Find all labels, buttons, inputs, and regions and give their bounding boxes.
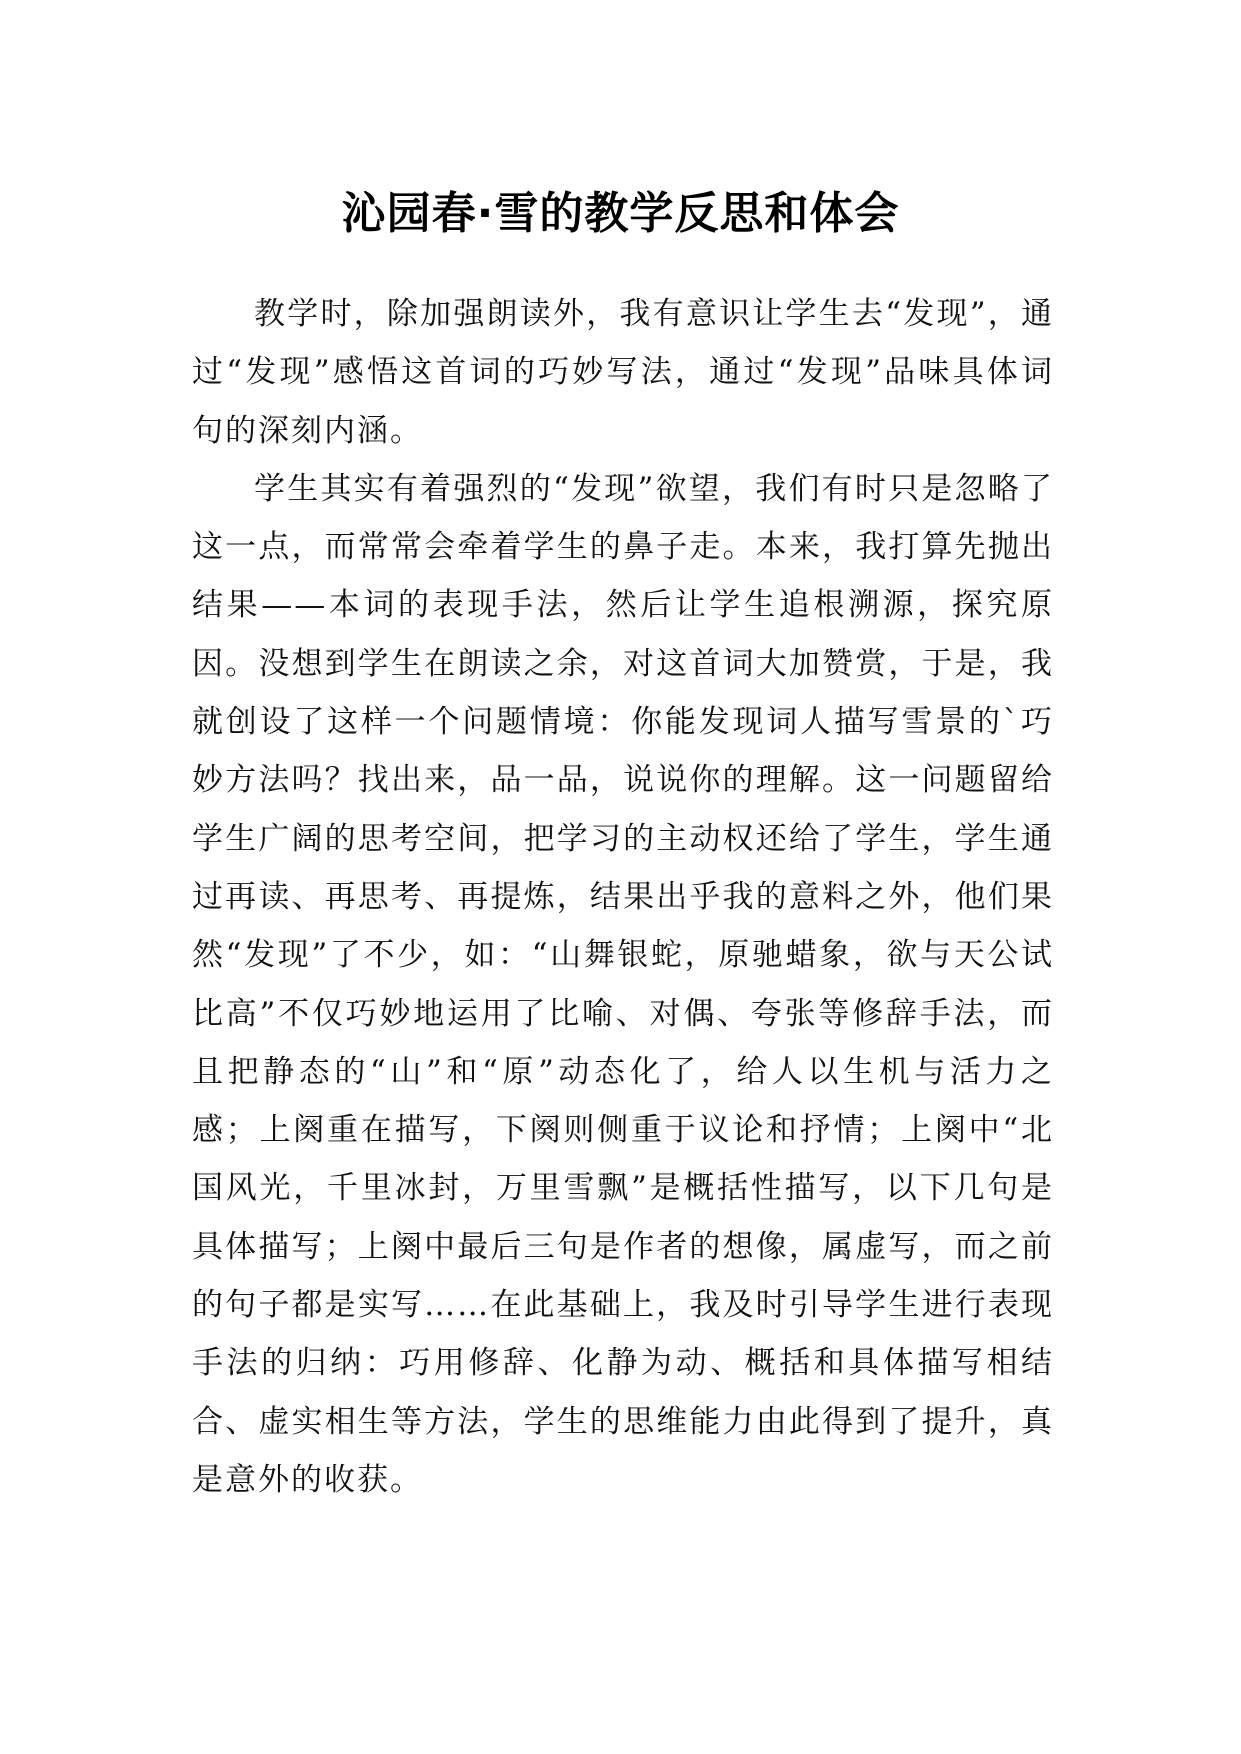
paragraph: 教学时，除加强朗读外，我有意识让学生去“发现”，通过“发现”感悟这首词的巧妙写法，通过“发现”品味具体词句的深刻内涵。 bbox=[192, 296, 1054, 449]
document-title: 沁园春·雪的教学反思和体会 bbox=[341, 188, 900, 240]
paragraph: 学生其实有着强烈的“发现”欲望，我们有时只是忽略了这一点，而常常会牵着学生的鼻子走。本来，我打算先抛出结果——本词的表现手法，然后让学生追根溯源，探究原因。没想到学生在朗读之余，对这首词大加赞赏，于是，我就创设了这样一个问题情境：你能发现词人描写雪景的`巧妙方法吗？找出来，品一品，说说你的理解。这一问题留给学生广阔的思考空间，把学习的主动权还给了学生，学生通过再读、再思考、再提炼，结果出乎我的意料之外，他们果然“发现”了不少，如：“山舞银蛇，原驰蜡象，欲与天公试比高”不仅巧妙地运用了比喻、对偶、夸张等修辞手法，而且把静态的“山”和“原”动态化了，给人以生机与活力之感；上阕重在描写，下阕则侧重于议论和抒情；上阕中“北国风光，千里冰封，万里雪飘”是概括性描写，以下几句是具体描写；上阕中最后三句是作者的想像，属虚写，而之前的句子都是实写……在此基础上，我及时引导学生进行表现手法的归纳：巧用修辞、化静为动、概括和具体描写相结合、虚实相生等方法，学生的思维能力由此得到了提升，真是意外的收获。 bbox=[192, 470, 1054, 1498]
document-body bbox=[192, 285, 1054, 1509]
